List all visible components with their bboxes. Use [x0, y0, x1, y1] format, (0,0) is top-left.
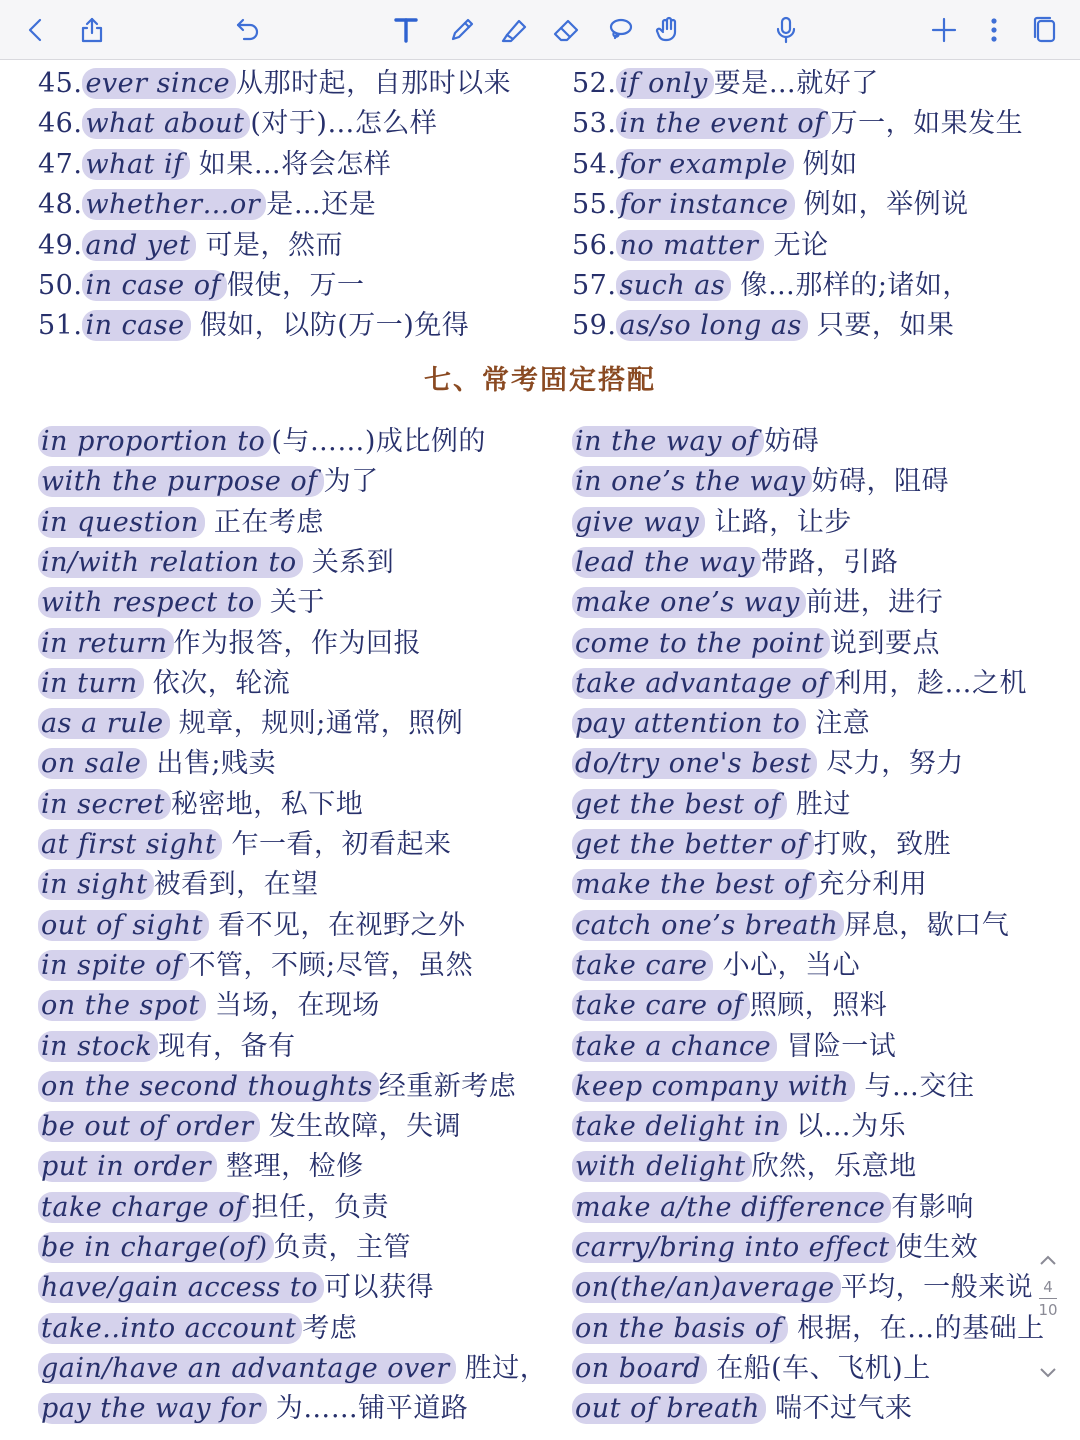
phrase-chinese: 为……铺平道路 — [266, 1393, 469, 1425]
phrase-row — [38, 186, 376, 224]
phrase-chinese: 前进，进行 — [805, 587, 944, 619]
phrase-english: in the way of — [572, 426, 764, 457]
phrase-row — [572, 705, 870, 743]
phrase-english: in turn — [38, 668, 144, 699]
phrase-english: in sight — [38, 869, 154, 900]
phrase-number: 56. — [572, 229, 617, 261]
phrase-english: do/try one's best — [572, 748, 817, 779]
phrase-english: with respect to — [38, 587, 261, 618]
phrase-row — [38, 786, 363, 824]
phrase-row — [38, 65, 511, 103]
phrase-english: keep company with — [572, 1071, 855, 1102]
phrase-number: 59. — [572, 310, 617, 342]
phrase-chinese: 照顾，照料 — [749, 990, 888, 1022]
phrase-chinese: 屏息，歇口气 — [844, 909, 1010, 941]
phrase-english: take charge of — [38, 1192, 251, 1223]
phrase-english: at first sight — [38, 829, 222, 860]
phrase-chinese: 充分利用 — [817, 869, 928, 901]
phrase-chinese: 从那时起，自那时以来 — [236, 68, 512, 99]
phrase-chinese: 不管，不顾;尽管，虽然 — [188, 949, 474, 981]
phrase-row — [38, 1390, 468, 1428]
phrase-chinese: 让路，让步 — [705, 506, 852, 538]
phrase-row — [572, 463, 949, 501]
phrase-english: in spite of — [38, 950, 189, 981]
phrase-chinese: 尽力，努力 — [817, 748, 964, 780]
phrase-chinese: 胜过， — [455, 1352, 548, 1384]
phrase-english: take delight in — [572, 1111, 787, 1142]
phrase-row — [38, 307, 469, 345]
pen-tool-icon[interactable] — [440, 8, 484, 52]
phrase-chinese: 像…那样的;诸如， — [731, 270, 970, 301]
phrase-english: make the best of — [572, 869, 817, 900]
phrase-chinese: (对于)…怎么样 — [250, 108, 438, 140]
phrase-row — [572, 907, 1009, 945]
phrase-row — [38, 987, 380, 1025]
current-page: 4 — [1043, 1278, 1053, 1296]
phrase-row — [38, 1148, 364, 1186]
phrase-chinese: 喘不过气来 — [765, 1393, 913, 1425]
phrase-english: whether…or — [82, 189, 266, 220]
phrase-chinese: 打败，致胜 — [813, 829, 952, 860]
phrase-chinese: 依次，轮流 — [143, 667, 291, 699]
phrase-chinese: 关系到 — [302, 546, 395, 578]
phrase-english: in return — [38, 628, 174, 659]
phrase-english: ever since — [82, 68, 236, 99]
phrase-english: and yet — [82, 230, 196, 261]
phrase-row — [572, 1189, 974, 1227]
phrase-english: if only — [616, 68, 713, 99]
phrase-chinese: 平均，一般来说 — [840, 1272, 1034, 1304]
phrase-chinese: 为了 — [323, 466, 379, 498]
phrase-row — [572, 267, 970, 305]
phrase-row — [38, 105, 437, 143]
phrase-number: 51. — [38, 310, 83, 342]
phrase-chinese: 欣然，乐意地 — [751, 1151, 917, 1183]
phrase-row — [572, 544, 898, 582]
phrase-english: on the second thoughts — [38, 1071, 379, 1102]
phrase-english: out of breath — [572, 1393, 766, 1424]
phrase-english: as/so long as — [616, 310, 807, 341]
phrase-row — [572, 786, 851, 824]
phrase-chinese: 可是，然而 — [196, 229, 343, 261]
phrase-row — [38, 866, 319, 904]
phrase-number: 54. — [572, 148, 617, 180]
phrase-chinese: 注意 — [806, 708, 871, 740]
phrase-row — [572, 105, 1023, 143]
phrase-row — [38, 745, 276, 783]
phrase-english: be out of order — [38, 1111, 260, 1142]
phrase-english: pay attention to — [572, 708, 806, 739]
phrase-row — [572, 625, 940, 663]
phrase-row — [572, 1108, 906, 1146]
eraser-tool-icon[interactable] — [544, 8, 588, 52]
phrase-chinese: 可以获得 — [324, 1272, 435, 1304]
phrase-row — [38, 544, 394, 582]
phrase-row — [38, 1068, 516, 1106]
microphone-icon[interactable] — [764, 8, 808, 52]
phrase-chinese: 看不见，在视野之外 — [208, 909, 466, 941]
undo-icon[interactable] — [226, 8, 270, 52]
phrase-chinese: 胜过 — [786, 788, 851, 820]
phrase-english: catch one’s breath — [572, 910, 844, 941]
phrase-row — [572, 1148, 917, 1186]
phrase-chinese: 考虑 — [302, 1312, 358, 1344]
phrase-row — [572, 1068, 974, 1106]
phrase-chinese: 当场，在现场 — [205, 990, 380, 1022]
phrase-chinese: 有影响 — [891, 1191, 974, 1223]
phrase-chinese: 规章，规则;通常，照例 — [169, 708, 464, 740]
phrase-chinese: 小心，当心 — [713, 949, 861, 981]
phrase-english: make one’s way — [572, 587, 806, 618]
phrase-row — [38, 423, 486, 461]
phrase-row — [38, 146, 391, 184]
phrase-row — [572, 987, 887, 1025]
phrase-row — [572, 227, 829, 265]
phrase-english: lead the way — [572, 547, 761, 578]
phrase-row — [38, 1028, 296, 1066]
phrase-row — [572, 947, 860, 985]
phrase-chinese: 如果…将会怎样 — [189, 148, 392, 180]
phrase-english: in the event of — [616, 108, 830, 139]
phrase-english: get the best of — [572, 789, 787, 820]
phrase-chinese: 被看到，在望 — [153, 869, 319, 901]
phrase-row — [38, 826, 451, 864]
phrase-english: put in order — [38, 1151, 217, 1182]
phrase-chinese: 无论 — [764, 229, 829, 261]
phrase-number: 53. — [572, 108, 617, 140]
phrase-english: get the better of — [572, 829, 814, 860]
phrase-row — [572, 186, 969, 224]
phrase-chinese: 带路，引路 — [760, 546, 899, 578]
phrase-english: for instance — [616, 189, 794, 220]
chevron-down-icon[interactable] — [1037, 1361, 1059, 1383]
phrase-row — [38, 947, 473, 985]
phrase-english: pay the way for — [38, 1393, 267, 1424]
more-icon[interactable] — [972, 8, 1016, 52]
note-page — [0, 61, 1080, 1440]
phrase-english: on(the/an)average — [572, 1272, 841, 1303]
share-icon[interactable] — [70, 8, 114, 52]
phrase-row — [572, 423, 819, 461]
phrase-english: what if — [82, 149, 189, 180]
phrase-row — [572, 1310, 1045, 1348]
phrase-row — [572, 146, 858, 184]
phrase-chinese: 是…还是 — [266, 189, 377, 221]
phrase-row — [38, 907, 466, 945]
phrase-english: for example — [616, 149, 793, 180]
phrase-row — [572, 307, 954, 345]
phrase-chinese: 担任，负责 — [251, 1191, 389, 1223]
highlighter-tool-icon[interactable] — [492, 8, 536, 52]
page-divider — [1039, 1298, 1057, 1299]
back-icon[interactable] — [14, 8, 58, 52]
lasso-tool-icon[interactable] — [598, 8, 642, 52]
phrase-number: 49. — [38, 229, 83, 261]
phrase-row — [38, 665, 290, 703]
top-toolbar — [0, 0, 1080, 60]
phrase-row — [38, 504, 324, 542]
phrase-chinese: 正在考虑 — [204, 506, 324, 538]
phrase-row — [572, 665, 1027, 703]
phrase-english: in question — [38, 507, 205, 538]
phrase-english: in case of — [82, 270, 227, 301]
phrase-english: on the spot — [38, 990, 206, 1021]
phrase-english: with the purpose of — [38, 466, 324, 497]
phrase-english: take..into account — [38, 1313, 302, 1344]
phrase-row — [572, 584, 943, 622]
phrase-chinese: 整理，检修 — [217, 1151, 364, 1183]
add-icon[interactable] — [922, 8, 966, 52]
phrase-row — [572, 65, 879, 103]
phrase-number: 52. — [572, 68, 617, 99]
phrase-english: on the basis of — [572, 1313, 788, 1344]
phrase-row — [572, 866, 927, 904]
phrase-row — [572, 826, 951, 864]
phrase-number: 50. — [38, 270, 83, 301]
phrase-row — [38, 227, 343, 265]
phrase-english: in secret — [38, 789, 171, 820]
phrase-english: take a chance — [572, 1031, 777, 1062]
phrase-row — [572, 1269, 1033, 1307]
phrase-row — [38, 584, 325, 622]
phrase-row — [572, 745, 964, 783]
phrase-chinese: (与……)成比例的 — [271, 426, 486, 457]
phrase-row — [38, 1108, 461, 1146]
phrase-english: take care of — [572, 990, 750, 1021]
phrase-english: carry/bring into effect — [572, 1232, 896, 1263]
phrase-chinese: 关于 — [260, 587, 325, 619]
phrase-english: take care — [572, 950, 713, 981]
phrase-number: 45. — [38, 68, 83, 99]
phrase-row — [572, 504, 852, 542]
phrase-english: come to the point — [572, 628, 830, 659]
phrase-english: with delight — [572, 1151, 752, 1182]
phrase-chinese: 根据，在…的基础上 — [788, 1312, 1045, 1344]
phrase-chinese: 发生故障，失调 — [259, 1111, 462, 1143]
phrase-chinese: 妨碍 — [764, 426, 820, 457]
phrase-english: have/gain access to — [38, 1272, 324, 1303]
phrase-row — [38, 1189, 389, 1227]
phrase-chinese: 作为报答，作为回报 — [173, 627, 422, 659]
page-indicator — [1032, 1250, 1064, 1410]
phrase-english: in one’s the way — [572, 466, 812, 497]
phrase-english: gain/have an advantage over — [38, 1353, 456, 1384]
phrase-row — [38, 463, 379, 501]
phrase-number: 48. — [38, 189, 83, 221]
phrase-chinese: 冒险一试 — [777, 1030, 897, 1062]
phrase-english: in case — [82, 310, 190, 341]
phrase-chinese: 妨碍，阻碍 — [811, 466, 950, 498]
phrase-chinese: 要是…就好了 — [713, 68, 879, 99]
phrase-row — [572, 1390, 913, 1428]
phrase-english: no matter — [616, 230, 764, 261]
phrase-chinese: 经重新考虑 — [378, 1070, 517, 1102]
phrase-row — [38, 267, 364, 305]
phrase-chinese: 万一，如果发生 — [830, 108, 1024, 140]
phrase-english: as a rule — [38, 708, 170, 739]
phrase-chinese: 例如，举例说 — [794, 189, 969, 221]
phrase-english: make a/the difference — [572, 1192, 891, 1223]
phrase-number: 46. — [38, 108, 83, 140]
section-title: 七、常考固定搭配 — [424, 365, 656, 396]
hand-tool-icon[interactable] — [646, 8, 690, 52]
phrase-english: in proportion to — [38, 426, 271, 457]
phrase-english: in/with relation to — [38, 547, 303, 578]
total-pages: 10 — [1038, 1301, 1058, 1319]
phrase-row — [572, 1028, 896, 1066]
phrase-chinese: 秘密地，私下地 — [170, 788, 364, 820]
phrase-chinese: 利用，趁…之机 — [834, 667, 1028, 699]
phrase-chinese: 假如，以防(万一)免得 — [190, 310, 470, 342]
phrase-number: 55. — [572, 189, 617, 221]
phrase-number: 47. — [38, 148, 83, 180]
phrase-english: what about — [82, 108, 250, 139]
pages-icon[interactable] — [1022, 8, 1066, 52]
phrase-chinese: 负责，主管 — [273, 1232, 412, 1263]
phrase-number: 57. — [572, 270, 617, 301]
phrase-english: out of sight — [38, 910, 209, 941]
phrase-row — [572, 1350, 931, 1388]
phrase-chinese: 乍一看，初看起来 — [222, 829, 452, 860]
phrase-chinese: 说到要点 — [829, 627, 940, 659]
phrase-english: on sale — [38, 748, 147, 779]
phrase-chinese: 出售;贱卖 — [147, 748, 276, 780]
phrase-chinese: 现有，备有 — [158, 1030, 296, 1062]
phrase-row — [38, 1310, 357, 1348]
phrase-english: in stock — [38, 1031, 158, 1062]
chevron-up-icon[interactable] — [1037, 1250, 1059, 1272]
phrase-row — [38, 1229, 411, 1267]
text-tool-icon[interactable] — [384, 8, 428, 52]
phrase-chinese: 假使，万一 — [226, 270, 365, 301]
phrase-row — [38, 1350, 547, 1388]
phrase-row — [572, 1229, 978, 1267]
phrase-english: such as — [616, 270, 731, 301]
phrase-row — [38, 705, 463, 743]
phrase-chinese: 只要，如果 — [807, 310, 955, 342]
phrase-chinese: 使生效 — [895, 1232, 979, 1263]
phrase-english: be in charge(of) — [38, 1232, 274, 1263]
phrase-english: take advantage of — [572, 668, 835, 699]
phrase-chinese: 以…为乐 — [787, 1111, 907, 1143]
phrase-row — [38, 625, 421, 663]
phrase-row — [38, 1269, 434, 1307]
phrase-chinese: 与…交往 — [855, 1070, 975, 1102]
phrase-chinese: 在船(车、飞机)上 — [707, 1352, 931, 1384]
phrase-chinese: 例如 — [793, 148, 858, 180]
phrase-english: give way — [572, 507, 705, 538]
phrase-english: on board — [572, 1353, 707, 1384]
